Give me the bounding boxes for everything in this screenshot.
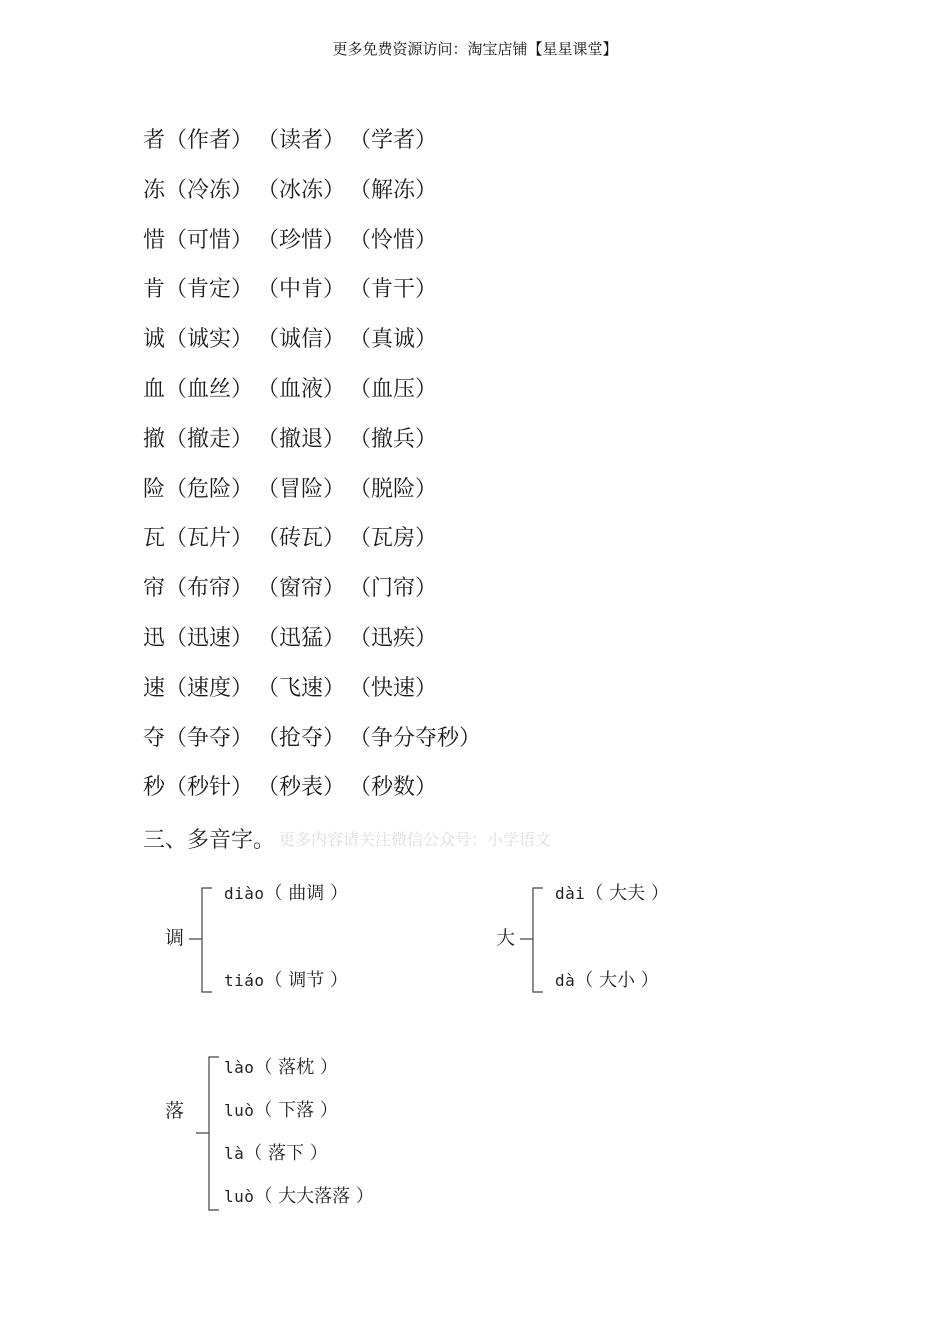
brace-icon [193, 1055, 223, 1215]
watermark-text: 更多内容请关注微信公众号：小学语文 [279, 830, 552, 849]
pinyin: luò [224, 1187, 255, 1206]
row-word: （快速） [349, 675, 438, 701]
row-word: （迅猛） [257, 625, 346, 651]
reading-word: （ 曲调 ） [264, 883, 348, 904]
row-word: （危险） [165, 476, 254, 502]
word-row [143, 771, 481, 821]
row-word: （迅速） [165, 625, 254, 651]
word-row [143, 273, 481, 323]
row-char: 秒 [143, 775, 166, 801]
row-word: （秒表） [257, 775, 346, 801]
row-word: （门帘） [349, 576, 438, 602]
row-char: 撤 [143, 426, 166, 452]
word-row [143, 572, 481, 622]
row-word: （冰冻） [257, 177, 346, 203]
row-word: （速度） [165, 675, 254, 701]
polyphone-char: 调 [165, 927, 185, 949]
row-char: 夺 [143, 725, 166, 751]
pinyin: diào [224, 884, 265, 903]
word-row [143, 473, 481, 523]
reading-item [224, 1056, 338, 1080]
polyphone-char: 落 [165, 1100, 185, 1122]
row-word: （血丝） [165, 376, 254, 402]
reading-item [555, 969, 659, 993]
word-row [143, 224, 481, 274]
row-word: （冷冻） [165, 177, 254, 203]
row-word: （争分夺秒） [349, 725, 482, 751]
reading-item [224, 1099, 338, 1123]
word-row [143, 323, 481, 373]
brace-icon [517, 886, 547, 996]
row-char: 瓦 [143, 526, 166, 552]
reading-word: （ 大小 ） [575, 970, 659, 991]
pinyin: dà [555, 971, 576, 990]
row-word: （冒险） [257, 476, 346, 502]
row-char: 者 [143, 128, 166, 153]
polyphone-char: 大 [496, 927, 516, 949]
row-word: （解冻） [349, 177, 438, 203]
word-row [143, 522, 481, 572]
row-char: 迅 [143, 625, 166, 651]
row-word: （血压） [349, 376, 438, 402]
row-word: （真诚） [349, 327, 438, 353]
reading-item [555, 882, 669, 906]
pinyin: lào [224, 1058, 255, 1077]
row-word: （珍惜） [257, 227, 346, 253]
row-word: （读者） [257, 128, 346, 153]
brace-icon [186, 886, 216, 996]
pinyin: luò [224, 1101, 255, 1120]
row-word: （窗帘） [257, 576, 346, 602]
word-row [143, 174, 481, 224]
word-list [143, 124, 481, 821]
row-word: （学者） [349, 128, 438, 153]
row-word: （撤退） [257, 426, 346, 452]
row-char: 速 [143, 675, 166, 701]
row-char: 惜 [143, 227, 166, 253]
section-title: 三、多音字。 [143, 828, 276, 853]
row-word: （飞速） [257, 675, 346, 701]
row-word: （诚信） [257, 327, 346, 353]
row-char: 帘 [143, 576, 166, 602]
row-word: （肯干） [349, 277, 438, 303]
row-char: 肯 [143, 277, 166, 303]
row-word: （抢夺） [257, 725, 346, 751]
row-word: （肯定） [165, 277, 254, 303]
word-row [143, 622, 481, 672]
row-word: （怜惜） [349, 227, 438, 253]
row-word: （可惜） [165, 227, 254, 253]
reading-item [224, 969, 348, 993]
row-word: （瓦房） [349, 526, 438, 552]
word-row [143, 124, 481, 174]
row-word: （砖瓦） [257, 526, 346, 552]
row-char: 血 [143, 376, 166, 402]
row-char: 诚 [143, 327, 166, 353]
reading-item [224, 1185, 374, 1209]
word-row [143, 373, 481, 423]
pinyin: tiáo [224, 971, 265, 990]
row-word: （撤走） [165, 426, 254, 452]
row-char: 险 [143, 476, 166, 502]
word-row [143, 423, 481, 473]
word-row [143, 722, 481, 772]
row-word: （诚实） [165, 327, 254, 353]
reading-word: （ 调节 ） [264, 970, 348, 991]
reading-item [224, 1142, 328, 1166]
row-word: （血液） [257, 376, 346, 402]
row-word: （秒针） [165, 775, 254, 801]
reading-word: （ 大夫 ） [585, 883, 669, 904]
reading-item [224, 882, 348, 906]
pinyin: là [224, 1144, 245, 1163]
page-header: 更多免费资源访问：淘宝店铺【星星课堂】 [332, 40, 618, 58]
row-word: （瓦片） [165, 526, 254, 552]
row-word: （迅疾） [349, 625, 438, 651]
reading-word: （ 大大落落 ） [254, 1186, 374, 1207]
row-char: 冻 [143, 177, 166, 203]
pinyin: dài [555, 884, 586, 903]
row-word: （中肯） [257, 277, 346, 303]
row-word: （争夺） [165, 725, 254, 751]
word-row [143, 672, 481, 722]
reading-word: （ 落枕 ） [254, 1057, 338, 1078]
row-word: （秒数） [349, 775, 438, 801]
row-word: （脱险） [349, 476, 438, 502]
section-heading [143, 823, 551, 858]
row-word: （撤兵） [349, 426, 438, 452]
reading-word: （ 下落 ） [254, 1100, 338, 1121]
reading-word: （ 落下 ） [244, 1143, 328, 1164]
row-word: （作者） [165, 128, 254, 153]
row-word: （布帘） [165, 576, 254, 602]
